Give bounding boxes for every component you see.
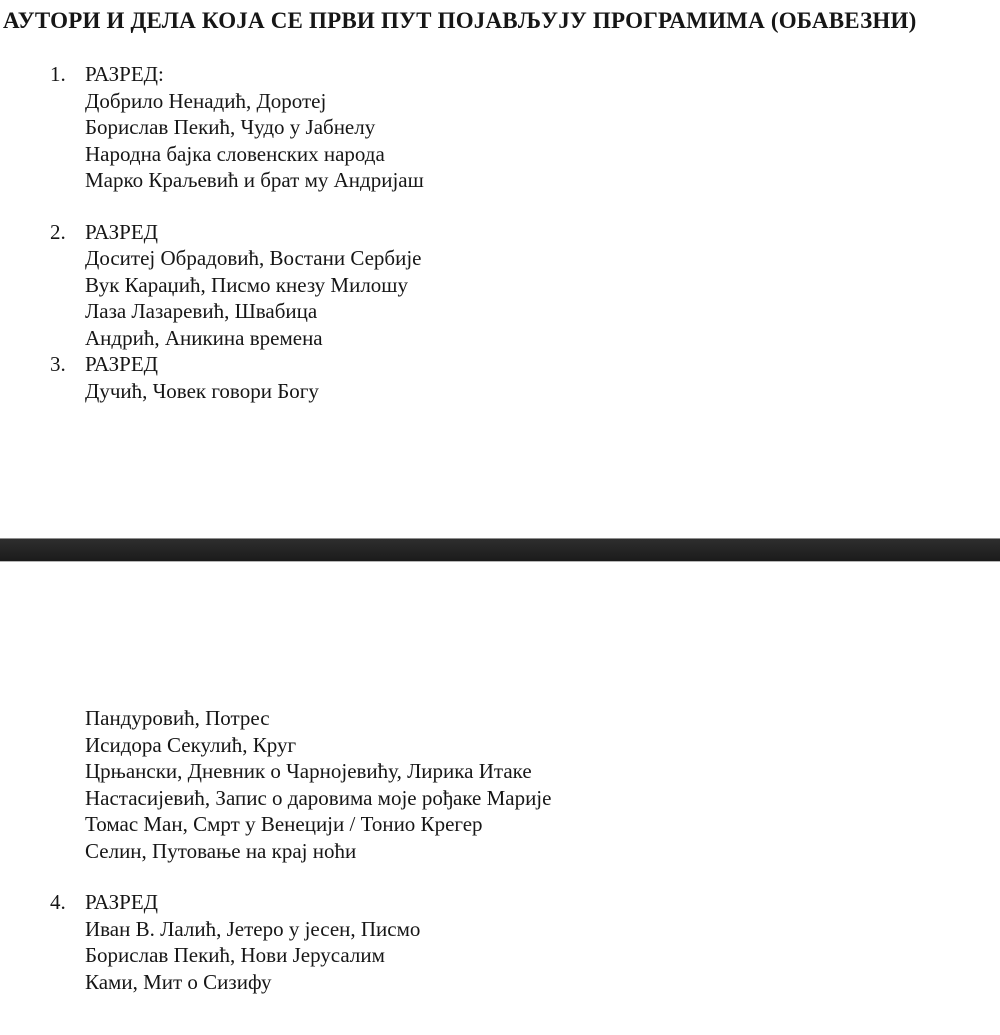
section-heading: РАЗРЕД xyxy=(85,890,158,914)
page-2 xyxy=(0,562,1000,995)
section-works xyxy=(0,88,1000,194)
work-item: Црњански, Дневник о Чарнојевићу, Лирика Итаке xyxy=(85,759,532,783)
document-title: АУТОРИ И ДЕЛА КОЈА СЕ ПРВИ ПУТ ПОЈАВЉУЈУ ПРОГРАМИМА (ОБАВЕЗНИ) xyxy=(3,8,917,33)
work-item: Настасијевић, Запис о даровима моје рођаке Марије xyxy=(85,785,552,810)
work-item: Вук Караџић, Писмо кнезу Милошу xyxy=(85,272,408,297)
work-item: Томас Ман, Смрт у Венецији / Тонио Крегер xyxy=(85,812,483,836)
section-razred-2 xyxy=(0,219,1000,352)
work-item: Ками, Мит о Сизифу xyxy=(85,969,272,994)
work-item: Пандуровић, Потрес xyxy=(85,706,270,730)
work-item: Лаза Лазаревић, Швабица xyxy=(85,299,318,323)
page-1 xyxy=(0,0,1000,404)
section-head xyxy=(0,889,1000,916)
section-head xyxy=(0,351,1000,378)
section-heading: РАЗРЕД: xyxy=(85,62,164,86)
work-item: Иван В. Лалић, Јетеро у јесен, Писмо xyxy=(85,916,421,941)
section-3-continuation-works xyxy=(0,705,1000,864)
work-item: Марко Краљевић и брат му Андријаш xyxy=(85,168,424,192)
section-works xyxy=(0,378,1000,405)
work-item: Борислав Пекић, Чудо у Јабнелу xyxy=(85,115,376,139)
section-razred-4 xyxy=(0,889,1000,995)
section-head xyxy=(0,219,1000,246)
section-heading: РАЗРЕД xyxy=(85,219,158,244)
section-number: 4. xyxy=(50,890,66,914)
work-item: Доситеј Обрадовић, Востани Сербије xyxy=(85,246,422,270)
section-number: 3. xyxy=(50,352,66,376)
section-works xyxy=(0,916,1000,996)
work-item: Борислав Пекић, Нови Јерусалим xyxy=(85,943,385,967)
section-head xyxy=(0,61,1000,88)
work-item: Народна бајка словенских народа xyxy=(85,141,385,166)
section-heading: РАЗРЕД xyxy=(85,352,158,376)
section-number: 2. xyxy=(50,219,66,244)
section-works xyxy=(0,245,1000,351)
section-razred-1 xyxy=(0,61,1000,194)
work-item: Исидора Секулић, Круг xyxy=(85,732,297,757)
page-break-separator-bar xyxy=(0,538,1000,562)
work-item: Дучић, Човек говори Богу xyxy=(85,378,319,403)
work-item: Селин, Путовање на крај ноћи xyxy=(85,838,357,863)
work-item: Добрило Ненадић, Доротеј xyxy=(85,88,327,113)
work-item: Андрић, Аникина времена xyxy=(85,325,323,350)
section-number: 1. xyxy=(50,62,66,86)
section-razred-3 xyxy=(0,351,1000,404)
